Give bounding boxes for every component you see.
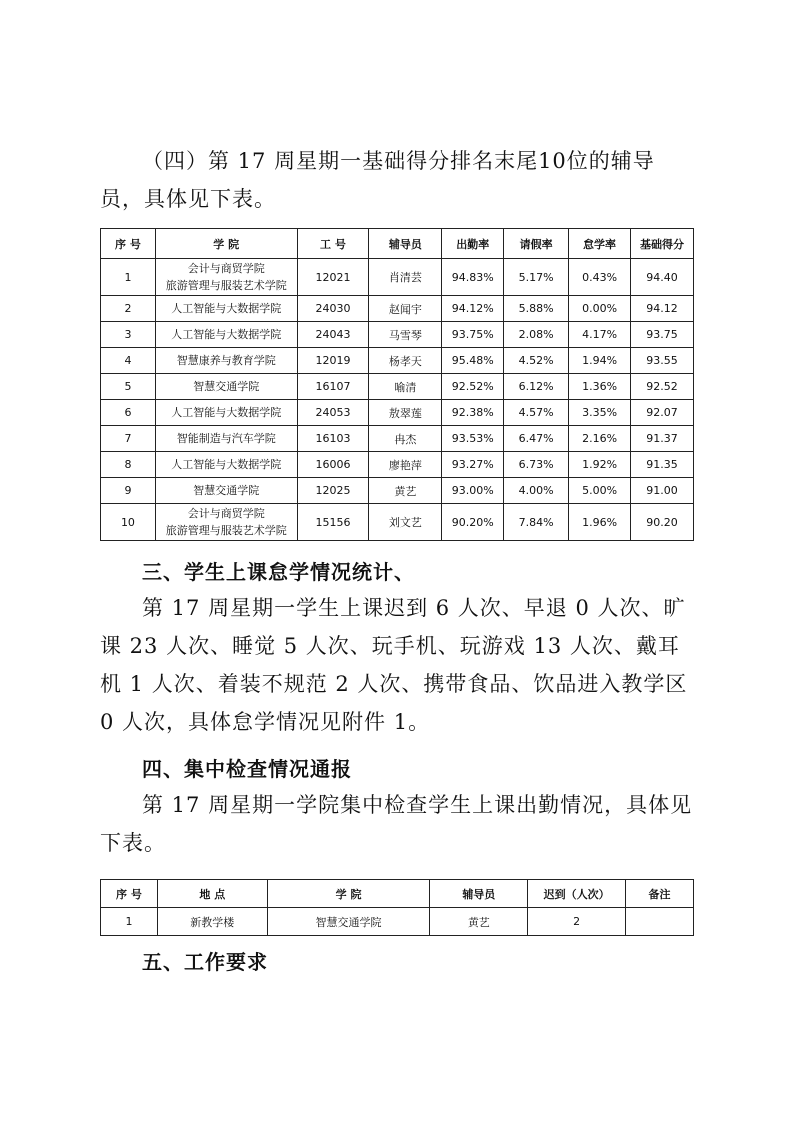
college-line: 人工智能与大数据学院 xyxy=(171,406,282,419)
attendance-rate-cell: 90.20% xyxy=(442,504,504,541)
counselor-name-cell: 黄艺 xyxy=(369,478,442,504)
leave-rate-cell: 2.08% xyxy=(504,322,569,348)
section4-heading: 四、集中检查情况通报 xyxy=(142,757,352,781)
row-number-cell: 10 xyxy=(101,504,156,541)
college-line: 会计与商贸学院 xyxy=(187,507,265,520)
section3-body: 第 17 周星期一学生上课迟到 6 人次、早退 0 人次、旷课 23 人次、睡觉 5 人次、玩手机、玩游戏 13 人次、戴耳机 1 人次、着装不规范 2 人次、携带食品、饮品进入教学区 0 人次，具体怠学情况见附件 1。 xyxy=(100,596,688,734)
counselor-name-cell: 马雪琴 xyxy=(369,322,442,348)
header-cell: 基础得分 xyxy=(631,229,694,259)
truancy-rate-cell: 1.92% xyxy=(569,452,631,478)
attendance-rate-cell: 93.27% xyxy=(442,452,504,478)
table-row xyxy=(101,259,694,296)
header-cell: 请假率 xyxy=(504,229,569,259)
truancy-rate-cell: 0.00% xyxy=(569,296,631,322)
truancy-rate-cell: 3.35% xyxy=(569,400,631,426)
base-score-cell: 91.37 xyxy=(631,426,694,452)
row-number-cell: 5 xyxy=(101,374,156,400)
base-score-cell: 94.12 xyxy=(631,296,694,322)
header-cell: 学 院 xyxy=(155,229,297,259)
college-line: 旅游管理与服装艺术学院 xyxy=(165,524,287,537)
counselor-name-cell: 赵闻宇 xyxy=(369,296,442,322)
college-line: 智能制造与汽车学院 xyxy=(176,432,276,445)
college-line: 人工智能与大数据学院 xyxy=(171,458,282,471)
section3-heading: 三、学生上课怠学情况统计、 xyxy=(142,560,415,584)
college-cell xyxy=(155,400,297,426)
college-line: 人工智能与大数据学院 xyxy=(171,328,282,341)
staff-id-cell: 24030 xyxy=(297,296,369,322)
staff-id-cell: 12021 xyxy=(297,259,369,296)
staff-id-cell: 12025 xyxy=(297,478,369,504)
table-header-row xyxy=(101,229,694,259)
college-cell xyxy=(155,504,297,541)
table-row xyxy=(101,322,694,348)
truancy-rate-cell: 2.16% xyxy=(569,426,631,452)
attendance-rate-cell: 95.48% xyxy=(442,348,504,374)
header-cell: 学 院 xyxy=(267,880,430,908)
header-cell: 怠学率 xyxy=(569,229,631,259)
leave-rate-cell: 4.57% xyxy=(504,400,569,426)
college-cell: 智慧交通学院 xyxy=(267,908,430,936)
section4-body: 第 17 周星期一学院集中检查学生上课出勤情况，具体见下表。 xyxy=(100,793,693,855)
leave-rate-cell: 5.88% xyxy=(504,296,569,322)
truancy-rate-cell: 1.96% xyxy=(569,504,631,541)
header-cell: 序 号 xyxy=(101,229,156,259)
counselor-score-table xyxy=(100,228,694,541)
college-line: 智慧交通学院 xyxy=(193,380,260,393)
note-cell xyxy=(626,908,694,936)
attendance-rate-cell: 93.00% xyxy=(442,478,504,504)
counselor-name-cell: 黄艺 xyxy=(430,908,528,936)
base-score-cell: 91.35 xyxy=(631,452,694,478)
header-cell: 地 点 xyxy=(157,880,267,908)
college-cell xyxy=(155,296,297,322)
truancy-rate-cell: 1.94% xyxy=(569,348,631,374)
row-number-cell: 3 xyxy=(101,322,156,348)
row-number-cell: 4 xyxy=(101,348,156,374)
row-number-cell: 2 xyxy=(101,296,156,322)
location-cell: 新教学楼 xyxy=(157,908,267,936)
counselor-name-cell: 喻清 xyxy=(369,374,442,400)
row-number-cell: 7 xyxy=(101,426,156,452)
counselor-name-cell: 敖翠莲 xyxy=(369,400,442,426)
truancy-rate-cell: 1.36% xyxy=(569,374,631,400)
staff-id-cell: 16006 xyxy=(297,452,369,478)
base-score-cell: 91.00 xyxy=(631,478,694,504)
header-cell: 序 号 xyxy=(101,880,158,908)
table-row xyxy=(101,426,694,452)
base-score-cell: 92.07 xyxy=(631,400,694,426)
staff-id-cell: 15156 xyxy=(297,504,369,541)
college-cell xyxy=(155,452,297,478)
truancy-rate-cell: 4.17% xyxy=(569,322,631,348)
header-cell: 辅导员 xyxy=(430,880,528,908)
leave-rate-cell: 6.12% xyxy=(504,374,569,400)
header-cell: 备注 xyxy=(626,880,694,908)
attendance-rate-cell: 94.12% xyxy=(442,296,504,322)
inspection-table xyxy=(100,879,694,936)
row-number-cell: 1 xyxy=(101,908,158,936)
college-line: 会计与商贸学院 xyxy=(187,262,265,275)
table-row xyxy=(101,348,694,374)
truancy-rate-cell: 0.43% xyxy=(569,259,631,296)
counselor-name-cell: 肖清芸 xyxy=(369,259,442,296)
staff-id-cell: 12019 xyxy=(297,348,369,374)
staff-id-cell: 24043 xyxy=(297,322,369,348)
attendance-rate-cell: 92.38% xyxy=(442,400,504,426)
truancy-rate-cell: 5.00% xyxy=(569,478,631,504)
counselor-name-cell: 冉杰 xyxy=(369,426,442,452)
row-number-cell: 8 xyxy=(101,452,156,478)
leave-rate-cell: 6.47% xyxy=(504,426,569,452)
base-score-cell: 90.20 xyxy=(631,504,694,541)
table-row xyxy=(101,400,694,426)
college-cell xyxy=(155,374,297,400)
table-header-row xyxy=(101,880,694,908)
college-line: 旅游管理与服装艺术学院 xyxy=(165,279,287,292)
header-cell: 出勤率 xyxy=(442,229,504,259)
college-cell xyxy=(155,426,297,452)
leave-rate-cell: 7.84% xyxy=(504,504,569,541)
leave-rate-cell: 5.17% xyxy=(504,259,569,296)
college-cell xyxy=(155,259,297,296)
college-cell xyxy=(155,478,297,504)
staff-id-cell: 16103 xyxy=(297,426,369,452)
base-score-cell: 92.52 xyxy=(631,374,694,400)
table-row xyxy=(101,504,694,541)
college-cell xyxy=(155,322,297,348)
attendance-rate-cell: 94.83% xyxy=(442,259,504,296)
row-number-cell: 1 xyxy=(101,259,156,296)
header-cell: 迟到（人次） xyxy=(528,880,626,908)
base-score-cell: 93.75 xyxy=(631,322,694,348)
row-number-cell: 9 xyxy=(101,478,156,504)
college-line: 人工智能与大数据学院 xyxy=(171,302,282,315)
table-row xyxy=(101,908,694,936)
leave-rate-cell: 6.73% xyxy=(504,452,569,478)
counselor-name-cell: 刘文艺 xyxy=(369,504,442,541)
college-cell xyxy=(155,348,297,374)
college-line: 智慧交通学院 xyxy=(193,484,260,497)
table-row xyxy=(101,452,694,478)
staff-id-cell: 24053 xyxy=(297,400,369,426)
counselor-name-cell: 杨孝天 xyxy=(369,348,442,374)
attendance-rate-cell: 93.53% xyxy=(442,426,504,452)
table-row xyxy=(101,374,694,400)
section5-heading: 五、工作要求 xyxy=(142,950,268,974)
intro-paragraph: （四）第 17 周星期一基础得分排名末尾10位的辅导员，具体见下表。 xyxy=(100,149,655,211)
table-row xyxy=(101,478,694,504)
header-cell: 辅导员 xyxy=(369,229,442,259)
base-score-cell: 94.40 xyxy=(631,259,694,296)
leave-rate-cell: 4.00% xyxy=(504,478,569,504)
base-score-cell: 93.55 xyxy=(631,348,694,374)
staff-id-cell: 16107 xyxy=(297,374,369,400)
college-line: 智慧康养与教育学院 xyxy=(176,354,276,367)
table-row xyxy=(101,296,694,322)
row-number-cell: 6 xyxy=(101,400,156,426)
leave-rate-cell: 4.52% xyxy=(504,348,569,374)
attendance-rate-cell: 92.52% xyxy=(442,374,504,400)
header-cell: 工 号 xyxy=(297,229,369,259)
counselor-name-cell: 廖艳萍 xyxy=(369,452,442,478)
late-count-cell: 2 xyxy=(528,908,626,936)
attendance-rate-cell: 93.75% xyxy=(442,322,504,348)
